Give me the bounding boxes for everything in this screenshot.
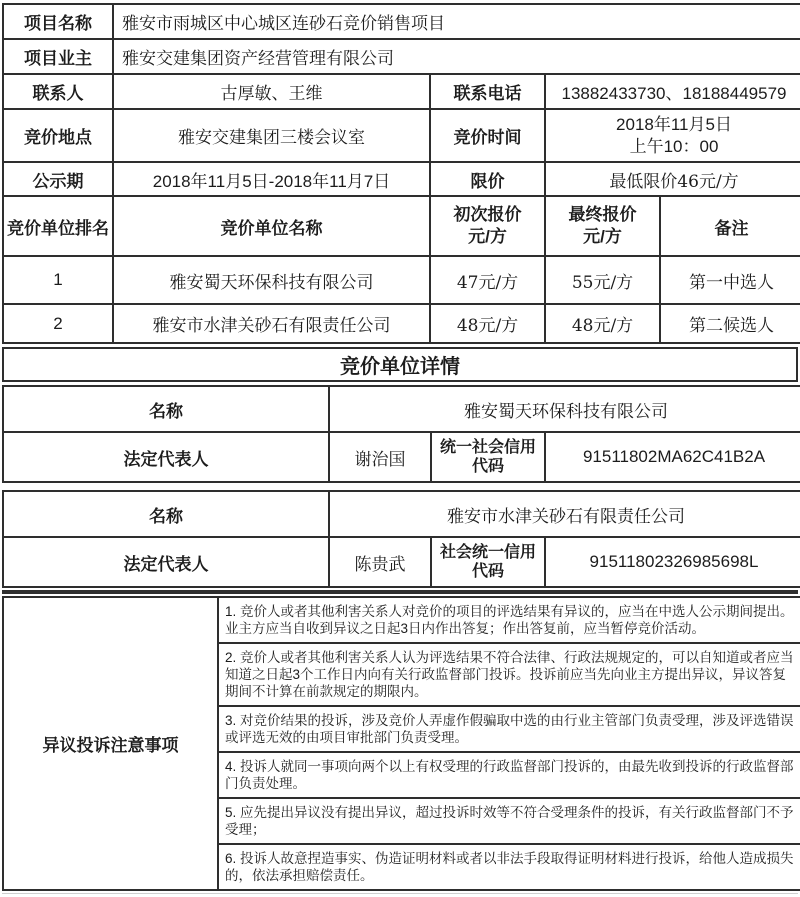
- notice-table: [2, 596, 800, 891]
- bid-header-final-title: 最终报价: [568, 205, 637, 224]
- project-owner-label: 项目业主: [3, 39, 113, 74]
- time-value-date: 2018年11月5日: [616, 114, 732, 134]
- limit-label: 限价: [430, 162, 545, 196]
- publicity-value: 2018年11月5日-2018年11月7日: [113, 162, 430, 196]
- bottom-gridline: [2, 893, 798, 897]
- time-value: [545, 109, 800, 162]
- detail-section-title: 竞价单位详情: [3, 348, 797, 381]
- company-detail-table-1: [2, 385, 800, 483]
- table-row: [3, 4, 800, 39]
- table-row: [3, 537, 800, 587]
- notice-item-6: 6. 投诉人故意捏造事实、伪造证明材料或者以非法手段取得证明材料进行投诉，给他人造成损失的，依法承担赔偿责任。: [218, 844, 800, 890]
- publicity-label: 公示期: [3, 162, 113, 196]
- notice-item-5: 5. 应先提出异议没有提出异议，超过投诉时效等不符合受理条件的投诉，有关行政监督部门不予受理；: [218, 798, 800, 844]
- table-row: [3, 109, 800, 162]
- project-bid-table: [2, 3, 800, 344]
- table-row: [3, 162, 800, 196]
- table-row: [3, 597, 800, 643]
- detail-title-table: [2, 347, 798, 382]
- bid-header-name: 竞价单位名称: [113, 196, 430, 256]
- thick-divider: [2, 590, 798, 594]
- time-label: 竞价时间: [430, 109, 545, 162]
- bid-final-price: 55元/方: [545, 256, 660, 304]
- company-name-label: 名称: [3, 491, 329, 537]
- phone-value: 13882433730、18188449579: [545, 74, 800, 109]
- legal-rep-value: 陈贵武: [329, 537, 431, 587]
- table-row: [3, 491, 800, 537]
- limit-value: 最低限价46元/方: [545, 162, 800, 196]
- bid-first-price: 47元/方: [430, 256, 545, 304]
- credit-code-value: 91511802MA62C41B2A: [545, 432, 800, 482]
- bid-remark: 第一中选人: [660, 256, 800, 304]
- bid-header-row: [3, 196, 800, 256]
- bid-remark: 第二候选人: [660, 304, 800, 343]
- company-name-value: 雅安市水津关砂石有限责任公司: [329, 491, 800, 537]
- bid-row-2: [3, 304, 800, 343]
- legal-rep-label: 法定代表人: [3, 537, 329, 587]
- notice-item-4: 4. 投诉人就同一事项向两个以上有权受理的行政监督部门投诉的，由最先收到投诉的行政监督部门负责处理。: [218, 752, 800, 798]
- project-name-label: 项目名称: [3, 4, 113, 39]
- legal-rep-value: 谢治国: [329, 432, 431, 482]
- bid-rank: 1: [3, 256, 113, 304]
- contact-value: 古厚敏、王维: [113, 74, 430, 109]
- section-gap: [2, 483, 798, 490]
- bid-company-name: 雅安市水津关砂石有限责任公司: [113, 304, 430, 343]
- bid-row-1: [3, 256, 800, 304]
- bid-header-remark: 备注: [660, 196, 800, 256]
- phone-label: 联系电话: [430, 74, 545, 109]
- bid-company-name: 雅安蜀天环保科技有限公司: [113, 256, 430, 304]
- notice-section-label: 异议投诉注意事项: [3, 597, 218, 890]
- credit-code-label: 统一社会信用代码: [431, 432, 545, 482]
- project-owner-value: 雅安交建集团资产经营管理有限公司: [113, 39, 800, 74]
- bid-header-first-title: 初次报价: [453, 205, 522, 224]
- contact-label: 联系人: [3, 74, 113, 109]
- venue-label: 竞价地点: [3, 109, 113, 162]
- bid-header-first-unit: 元/方: [468, 227, 507, 246]
- project-name-value: 雅安市雨城区中心城区连砂石竞价销售项目: [113, 4, 800, 39]
- table-row: [3, 39, 800, 74]
- bid-first-price: 48元/方: [430, 304, 545, 343]
- bid-header-rank: 竞价单位排名: [3, 196, 113, 256]
- table-row: [3, 432, 800, 482]
- table-row: [3, 348, 797, 381]
- bid-rank: 2: [3, 304, 113, 343]
- bid-final-price: 48元/方: [545, 304, 660, 343]
- bid-header-final: [545, 196, 660, 256]
- bid-header-first: [430, 196, 545, 256]
- notice-item-3: 3. 对竞价结果的投诉，涉及竞价人弄虚作假骗取中选的由行业主管部门负责受理，涉及评选错误或评选无效的由项目审批部门负责受理。: [218, 706, 800, 752]
- company-name-value: 雅安蜀天环保科技有限公司: [329, 386, 800, 432]
- venue-value: 雅安交建集团三楼会议室: [113, 109, 430, 162]
- table-row: [3, 386, 800, 432]
- legal-rep-label: 法定代表人: [3, 432, 329, 482]
- notice-item-2: 2. 竞价人或者其他利害关系人认为评选结果不符合法律、行政法规规定的，可以自知道或者应当知道之日起3个工作日内向有关行政监督部门投诉。投诉前应当先向业主方提出异议，异议答复期间不计算在前款规定的期限内。: [218, 643, 800, 706]
- table-row: [3, 74, 800, 109]
- notice-item-1: 1. 竞价人或者其他利害关系人对竞价的项目的评选结果有异议的，应当在中选人公示期间提出。业主方应当自收到异议之日起3日内作出答复；作出答复前，应当暂停竞价活动。: [218, 597, 800, 643]
- bid-header-final-unit: 元/方: [583, 227, 622, 246]
- company-detail-table-2: [2, 490, 800, 588]
- credit-code-label: 社会统一信用代码: [431, 537, 545, 587]
- time-value-hour: 上午10：00: [629, 136, 719, 156]
- credit-code-value: 91511802326985698L: [545, 537, 800, 587]
- company-name-label: 名称: [3, 386, 329, 432]
